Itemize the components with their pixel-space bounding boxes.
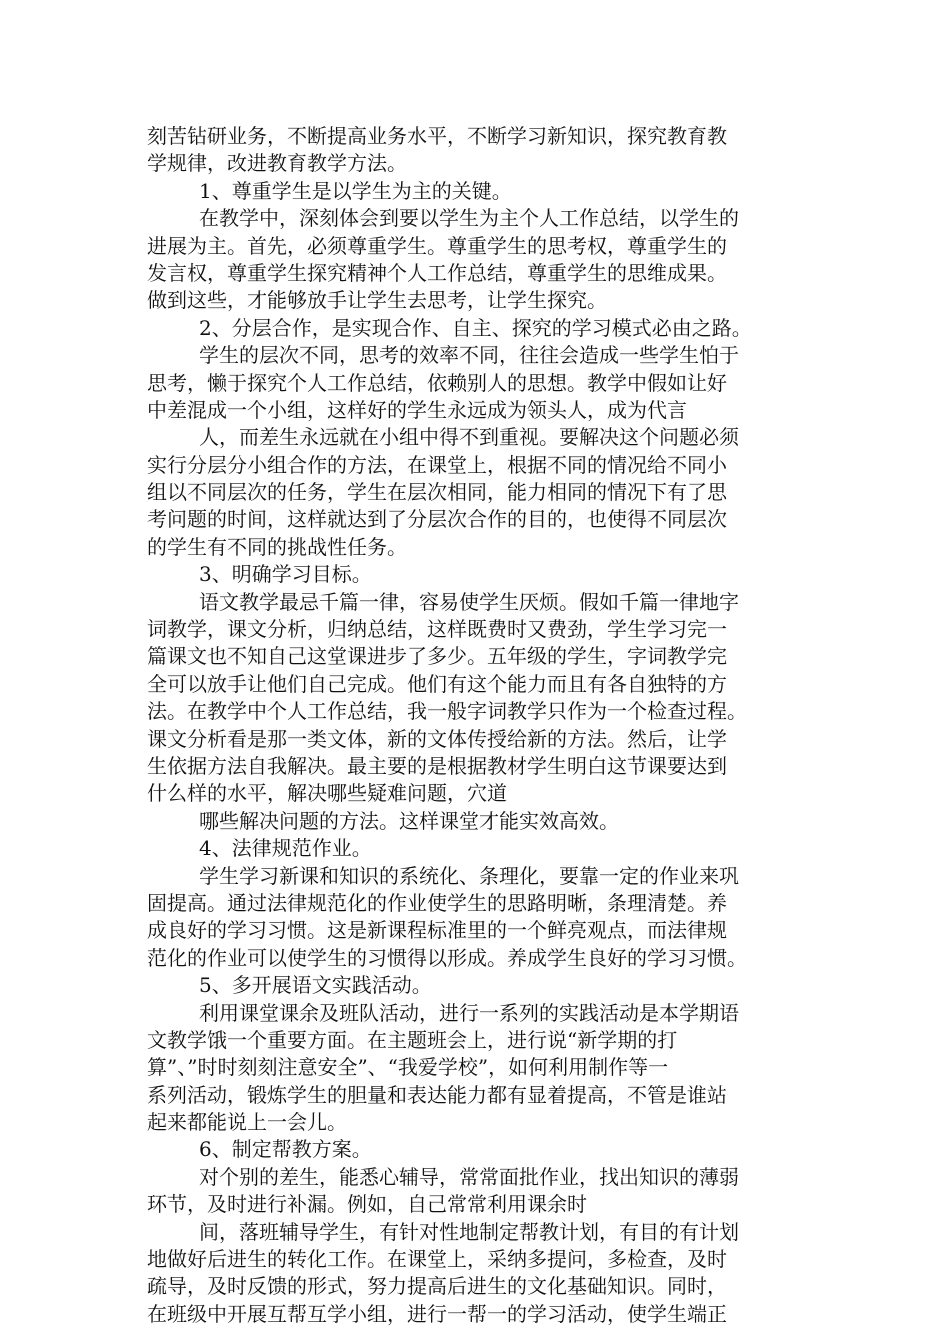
text-line: 在班级中开展互帮互学小组，进行一帮一的学习活动，使学生端正 — [147, 1301, 727, 1326]
text-line: 什么样的水平，解决哪些疑难问题，穴道 — [147, 781, 507, 806]
text-line: 环节，及时进行补漏。例如，自己常常利用课余时 — [147, 1192, 587, 1217]
text-line: 的学生有不同的挑战性任务。 — [147, 534, 407, 559]
text-line: 全可以放手让他们自己完成。他们有这个能力而且有各自独特的方 — [147, 671, 727, 696]
text-line: 进展为主。首先，必须尊重学生。尊重学生的思考权，尊重学生的 — [147, 233, 727, 258]
text-line: 哪些解决问题的方法。这样课堂才能实效高效。 — [199, 808, 619, 833]
text-line: 语文教学最忌千篇一律，容易使学生厌烦。假如千篇一律地字 — [199, 589, 739, 614]
text-line: 生依据方法自我解决。最主要的是根据教材学生明白这节课要达到 — [147, 753, 727, 778]
text-line: 5、多开展语文实践活动。 — [199, 973, 432, 998]
text-line: 学生的层次不同，思考的效率不同，往往会造成一些学生怕于 — [199, 343, 739, 368]
text-line: 实行分层分小组合作的方法，在课堂上，根据不同的情况给不同小 — [147, 452, 727, 477]
text-line: 法。在教学中个人工作总结，我一般字词教学只作为一个检查过程。 — [147, 699, 747, 724]
text-line: 3、明确学习目标。 — [199, 562, 372, 587]
text-line: 固提高。通过法律规范化的作业使学生的思路明晰，条理清楚。养 — [147, 890, 727, 915]
text-line: 学规律，改进教育教学方法。 — [147, 151, 407, 176]
text-line: 起来都能说上一会儿。 — [147, 1110, 347, 1135]
text-line: 组以不同层次的任务，学生在层次相同，能力相同的情况下有了思 — [147, 480, 727, 505]
text-line: 2、分层合作，是实现合作、自主、探究的学习模式必由之路。 — [199, 315, 752, 340]
text-line: 篇课文也不知自己这堂课进步了多少。五年级的学生，字词教学完 — [147, 644, 727, 669]
text-line: 发言权，尊重学生探究精神个人工作总结，尊重学生的思维成果。 — [147, 260, 727, 285]
text-line: 课文分析看是那一类文体，新的文体传授给新的方法。然后，让学 — [147, 726, 727, 751]
text-line: 疏导，及时反馈的形式，努力提高后进生的文化基础知识。同时， — [147, 1274, 727, 1299]
text-line: 对个别的差生，能悉心辅导，常常面批作业，找出知识的薄弱 — [199, 1164, 739, 1189]
text-line: 范化的作业可以使学生的习惯得以形成。养成学生良好的学习习惯。 — [147, 945, 747, 970]
text-line: 算”、”时时刻刻注意安全”、“我爱学校”，如何利用制作等一 — [147, 1055, 669, 1080]
text-line: 地做好后进生的转化工作。在课堂上，采纳多提问，多检查，及时 — [147, 1247, 727, 1272]
text-line: 词教学，课文分析，归纳总结，这样既费时又费劲，学生学习完一 — [147, 617, 727, 642]
document-body — [147, 123, 807, 1328]
text-line: 1、尊重学生是以学生为主的关键。 — [199, 178, 512, 203]
text-line: 文教学饿一个重要方面。在主题班会上，进行说“新学期的打 — [147, 1027, 678, 1052]
text-line: 成良好的学习习惯。这是新课程标准里的一个鲜亮观点，而法律规 — [147, 918, 727, 943]
text-line: 利用课堂课余及班队活动，进行一系列的实践活动是本学期语 — [199, 1000, 739, 1025]
text-line: 刻苦钻研业务，不断提高业务水平，不断学习新知识，探究教育教 — [147, 124, 727, 148]
text-line: 中差混成一个小组，这样好的学生永远成为领头人，成为代言 — [147, 397, 687, 422]
text-line: 在教学中，深刻体会到要以学生为主个人工作总结，以学生的 — [199, 206, 739, 231]
text-line: 人，而差生永远就在小组中得不到重视。要解决这个问题必须 — [199, 425, 739, 450]
text-line: 6、制定帮教方案。 — [199, 1137, 372, 1162]
text-line: 做到这些，才能够放手让学生去思考，让学生探究。 — [147, 288, 607, 313]
text-line: 间，落班辅导学生，有针对性地制定帮教计划，有目的有计划 — [199, 1219, 739, 1244]
text-line: 学生学习新课和知识的系统化、条理化，要靠一定的作业来巩 — [199, 863, 739, 888]
text-line: 思考，懒于探究个人工作总结，依赖别人的思想。教学中假如让好 — [147, 370, 727, 395]
text-line: 4、法律规范作业。 — [199, 836, 372, 861]
text-line: 考问题的时间，这样就达到了分层次合作的目的，也使得不同层次 — [147, 507, 727, 532]
text-line: 系列活动，锻炼学生的胆量和表达能力都有显着提高，不管是谁站 — [147, 1082, 727, 1107]
